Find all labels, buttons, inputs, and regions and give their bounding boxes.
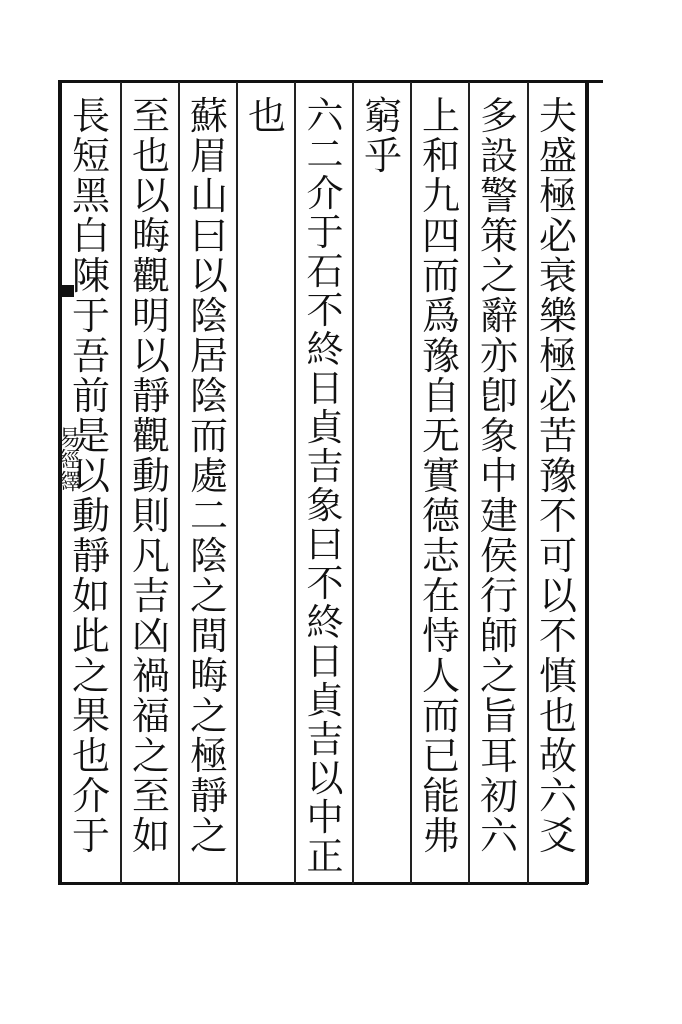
column-character: 間 xyxy=(189,614,228,658)
column-character: 辭 xyxy=(479,294,518,338)
column-character: 以 xyxy=(131,334,170,378)
text-column-6 xyxy=(239,96,295,136)
column-character: 則 xyxy=(131,494,170,538)
column-character: 九 xyxy=(421,174,460,218)
column-character: 曰 xyxy=(189,214,228,258)
column-character: 多 xyxy=(479,94,518,138)
column-character: 四 xyxy=(421,214,460,258)
column-character: 六 xyxy=(538,774,577,818)
column-character: 凶 xyxy=(131,614,170,658)
text-column-8 xyxy=(123,96,179,856)
frame-bottom-rule xyxy=(58,882,588,885)
column-character: 至 xyxy=(131,774,170,818)
column-character: 日 xyxy=(306,367,344,410)
column-character: 不 xyxy=(306,289,344,332)
column-character: 象 xyxy=(306,484,344,527)
column-character: 于 xyxy=(71,294,110,338)
column-character: 之 xyxy=(71,654,110,698)
column-character: 德 xyxy=(421,494,460,538)
column-character: 不 xyxy=(538,614,577,658)
column-character: 慎 xyxy=(538,654,577,698)
margin-title-text: 易經繹 xyxy=(55,426,80,492)
column-character: 乎 xyxy=(363,134,402,178)
column-divider xyxy=(294,82,296,884)
column-character: 策 xyxy=(479,214,518,258)
column-character: 處 xyxy=(189,454,228,498)
column-character: 警 xyxy=(479,174,518,218)
column-character: 夫 xyxy=(538,94,577,138)
column-character: 和 xyxy=(421,134,460,178)
column-character: 二 xyxy=(189,494,228,538)
text-column-9 xyxy=(63,96,119,856)
column-character: 爻 xyxy=(538,814,577,858)
column-character: 卽 xyxy=(479,374,518,418)
column-character: 之 xyxy=(189,574,228,618)
column-character: 福 xyxy=(131,694,170,738)
column-character: 石 xyxy=(306,250,344,293)
column-character: 晦 xyxy=(131,214,170,258)
column-character: 也 xyxy=(71,734,110,778)
column-divider xyxy=(410,82,412,884)
column-character: 也 xyxy=(131,134,170,178)
column-character: 于 xyxy=(71,814,110,858)
column-character: 侯 xyxy=(479,534,518,578)
column-character: 之 xyxy=(479,254,518,298)
column-character: 凡 xyxy=(131,534,170,578)
column-character: 建 xyxy=(479,494,518,538)
column-character: 也 xyxy=(247,94,286,138)
column-character: 窮 xyxy=(363,94,402,138)
column-character: 豫 xyxy=(538,454,577,498)
column-character: 必 xyxy=(538,214,577,258)
column-character: 苦 xyxy=(538,414,577,458)
column-character: 居 xyxy=(189,334,228,378)
column-character: 衰 xyxy=(538,254,577,298)
column-character: 終 xyxy=(306,601,344,644)
column-character: 以 xyxy=(131,174,170,218)
column-character: 六 xyxy=(479,814,518,858)
column-character: 六 xyxy=(306,94,344,137)
column-character: 而 xyxy=(189,414,228,458)
column-divider xyxy=(120,82,122,884)
column-character: 眉 xyxy=(189,134,228,178)
column-character: 之 xyxy=(189,814,228,858)
column-character: 觀 xyxy=(131,254,170,298)
column-character: 已 xyxy=(421,734,460,778)
column-divider xyxy=(527,82,529,884)
column-character: 靜 xyxy=(71,534,110,578)
column-character: 日 xyxy=(306,640,344,683)
column-character: 正 xyxy=(306,835,344,878)
column-character: 山 xyxy=(189,174,228,218)
column-character: 可 xyxy=(538,534,577,578)
column-character: 盛 xyxy=(538,134,577,178)
column-character: 如 xyxy=(131,814,170,858)
column-character: 禍 xyxy=(131,654,170,698)
column-character: 白 xyxy=(71,214,110,258)
column-character: 如 xyxy=(71,574,110,618)
column-character: 中 xyxy=(306,796,344,839)
column-character: 之 xyxy=(189,694,228,738)
text-column-5 xyxy=(297,96,353,876)
text-column-2 xyxy=(471,96,527,856)
column-character: 以 xyxy=(189,254,228,298)
column-character: 以 xyxy=(538,574,577,618)
column-character: 象 xyxy=(479,414,518,458)
column-character: 晦 xyxy=(189,654,228,698)
column-character: 動 xyxy=(71,494,110,538)
column-character: 而 xyxy=(421,694,460,738)
column-character: 上 xyxy=(421,94,460,138)
text-column-4 xyxy=(355,96,411,176)
column-character: 樂 xyxy=(538,294,577,338)
column-character: 黑 xyxy=(71,174,110,218)
column-character: 而 xyxy=(421,254,460,298)
column-character: 以 xyxy=(306,757,344,800)
column-character: 弗 xyxy=(421,814,460,858)
text-column-1 xyxy=(530,96,586,856)
column-character: 不 xyxy=(538,494,577,538)
column-character: 極 xyxy=(538,334,577,378)
text-column-3 xyxy=(413,96,469,856)
column-character: 故 xyxy=(538,734,577,778)
column-character: 志 xyxy=(421,534,460,578)
column-character: 曰 xyxy=(306,523,344,566)
column-character: 耳 xyxy=(479,734,518,778)
column-character: 極 xyxy=(538,174,577,218)
column-character: 是 xyxy=(71,414,110,458)
column-character: 觀 xyxy=(131,414,170,458)
column-character: 无 xyxy=(421,414,460,458)
column-character: 貞 xyxy=(306,406,344,449)
column-character: 不 xyxy=(306,562,344,605)
column-character: 終 xyxy=(306,328,344,371)
column-character: 前 xyxy=(71,374,110,418)
column-character: 于 xyxy=(306,211,344,254)
column-character: 恃 xyxy=(421,614,460,658)
column-character: 在 xyxy=(421,574,460,618)
column-character: 之 xyxy=(131,734,170,778)
column-character: 果 xyxy=(71,694,110,738)
column-character: 豫 xyxy=(421,334,460,378)
column-character: 陰 xyxy=(189,294,228,338)
column-character: 陳 xyxy=(71,254,110,298)
column-character: 陰 xyxy=(189,374,228,418)
column-character: 能 xyxy=(421,774,460,818)
column-character: 蘇 xyxy=(189,94,228,138)
column-character: 自 xyxy=(421,374,460,418)
column-character: 動 xyxy=(131,454,170,498)
column-character: 亦 xyxy=(479,334,518,378)
column-character: 設 xyxy=(479,134,518,178)
column-character: 旨 xyxy=(479,694,518,738)
column-character: 長 xyxy=(71,94,110,138)
column-character: 實 xyxy=(421,454,460,498)
column-character: 吉 xyxy=(131,574,170,618)
column-character: 明 xyxy=(131,294,170,338)
column-character: 陰 xyxy=(189,534,228,578)
column-character: 吉 xyxy=(306,718,344,761)
column-character: 行 xyxy=(479,574,518,618)
column-character: 介 xyxy=(306,172,344,215)
column-character: 爲 xyxy=(421,294,460,338)
column-character: 此 xyxy=(71,614,110,658)
column-character: 介 xyxy=(71,774,110,818)
column-character: 吾 xyxy=(71,334,110,378)
column-character: 至 xyxy=(131,94,170,138)
column-character: 必 xyxy=(538,374,577,418)
column-character: 之 xyxy=(479,654,518,698)
column-character: 也 xyxy=(538,694,577,738)
column-character: 中 xyxy=(479,454,518,498)
column-character: 師 xyxy=(479,614,518,658)
text-column-7 xyxy=(181,96,237,856)
column-character: 吉 xyxy=(306,445,344,488)
column-character: 靜 xyxy=(189,774,228,818)
column-character: 初 xyxy=(479,774,518,818)
column-character: 人 xyxy=(421,654,460,698)
column-character: 以 xyxy=(71,454,110,498)
column-character: 貞 xyxy=(306,679,344,722)
column-character: 短 xyxy=(71,134,110,178)
frame-top-rule xyxy=(58,80,603,83)
column-character: 靜 xyxy=(131,374,170,418)
column-character: 二 xyxy=(306,133,344,176)
column-character: 極 xyxy=(189,734,228,778)
